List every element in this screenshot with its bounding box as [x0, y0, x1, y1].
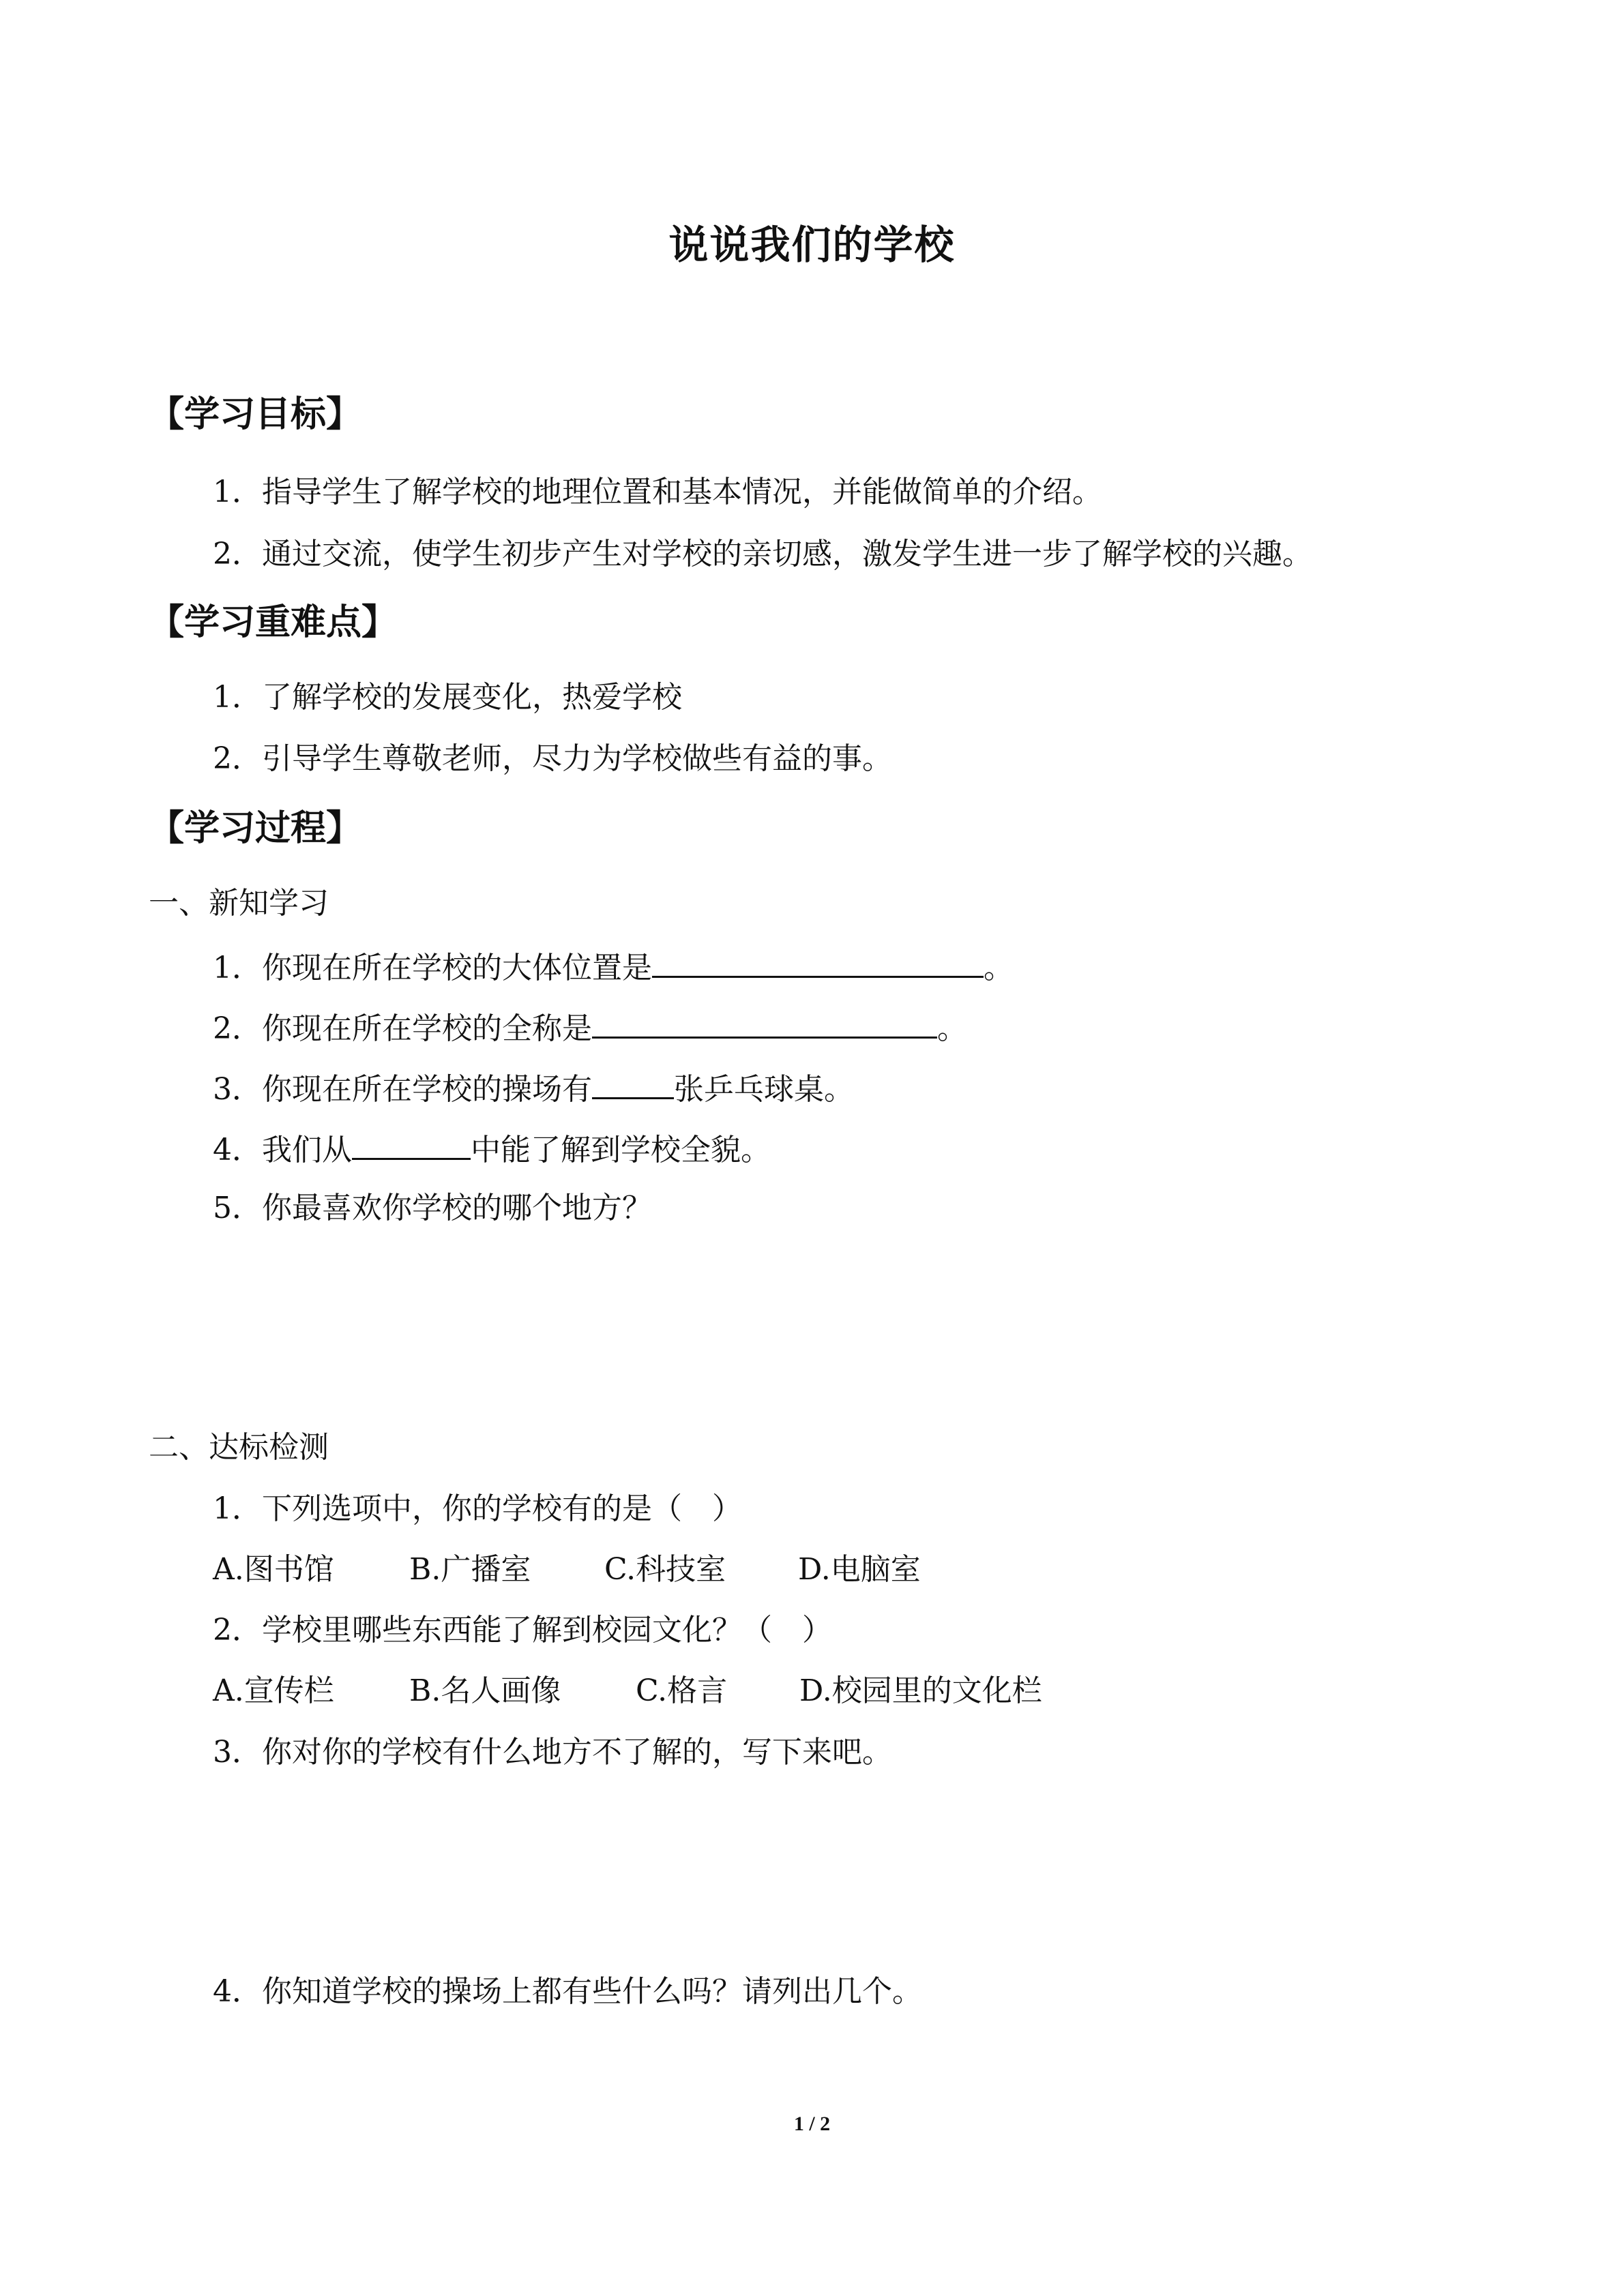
goal-item-1 [213, 472, 1102, 513]
part2-question-1 [213, 1489, 742, 1530]
goal-item-2-text: 通过交流，使学生初步产生对学校的亲切感，激发学生进一步了解学校的兴趣。 [262, 537, 1312, 571]
answer-blank[interactable] [652, 944, 984, 978]
part1-q5-text: 你最喜欢你学校的哪个地方？ [262, 1191, 652, 1225]
option-b[interactable]: B.广播室 [409, 1552, 531, 1587]
part2-question-3 [213, 1732, 892, 1773]
part2-q3-text: 你对你的学校有什么地方不了解的，写下来吧。 [262, 1735, 892, 1770]
part1-q2-after: 。 [937, 1011, 967, 1046]
option-a[interactable]: A.宣传栏 [213, 1673, 334, 1708]
part1-q3-text: 你现在所在学校的操场有 [262, 1072, 592, 1107]
answer-blank[interactable] [592, 1005, 937, 1039]
part2-q2-options [213, 1671, 1042, 1712]
answer-blank[interactable] [352, 1127, 471, 1160]
part1-question-5 [213, 1188, 652, 1229]
key-item-1-text: 了解学校的发展变化，热爱学校 [262, 680, 682, 715]
part2-q3-num: 3． [213, 1735, 262, 1770]
option-d[interactable]: D.电脑室 [798, 1552, 921, 1587]
part1-q1-text: 你现在所在学校的大体位置是 [262, 951, 652, 985]
key-item-1 [213, 677, 682, 718]
part2-question-4 [213, 1971, 922, 2012]
goal-item-1-text: 指导学生了解学校的地理位置和基本情况，并能做简单的介绍。 [262, 475, 1102, 509]
goal-item-1-num: 1． [213, 475, 262, 509]
part1-label: 一、新知学习 [149, 886, 329, 921]
option-d[interactable]: D.校园里的文化栏 [799, 1673, 1042, 1708]
heading-learning-process: 【学习过程】 [149, 807, 362, 849]
part2-q2-text: 学校里哪些东西能了解到校园文化？（ ） [262, 1613, 832, 1648]
part1-q5-num: 5． [213, 1191, 262, 1225]
goal-item-2-num: 2． [213, 537, 262, 571]
part1-question-4 [213, 1127, 771, 1171]
part2-q4-text: 你知道学校的操场上都有些什么吗？请列出几个。 [262, 1974, 922, 2009]
part2-q4-num: 4． [213, 1974, 262, 2009]
part1-q4-num: 4． [213, 1133, 262, 1167]
part1-question-3 [213, 1066, 854, 1110]
heading-key-points: 【学习重难点】 [149, 601, 398, 643]
part2-label: 二、达标检测 [149, 1430, 329, 1465]
heading-learning-goals: 【学习目标】 [149, 393, 362, 435]
part1-q1-num: 1． [213, 951, 262, 985]
part1-q4-text: 我们从 [262, 1133, 352, 1167]
key-item-2-text: 引导学生尊敬老师，尽力为学校做些有益的事。 [262, 741, 892, 776]
part1-q2-num: 2． [213, 1011, 262, 1046]
part1-q3-num: 3． [213, 1072, 262, 1107]
part1-q2-text: 你现在所在学校的全称是 [262, 1011, 592, 1046]
part1-q3-after: 张乒乓球桌。 [674, 1072, 854, 1107]
part2-q1-text: 下列选项中，你的学校有的是（ ） [262, 1491, 742, 1526]
part2-q1-num: 1． [213, 1491, 262, 1526]
part1-question-1 [213, 944, 1014, 989]
page-title: 说说我们的学校 [668, 222, 956, 268]
key-item-2 [213, 739, 892, 779]
part1-q4-after: 中能了解到学校全貌。 [471, 1133, 771, 1167]
part2-q1-options [213, 1549, 921, 1590]
part2-q2-num: 2． [213, 1613, 262, 1648]
part2-question-2 [213, 1610, 832, 1651]
option-a[interactable]: A.图书馆 [213, 1552, 334, 1587]
key-item-2-num: 2． [213, 741, 262, 776]
option-c[interactable]: C.格言 [636, 1673, 728, 1708]
part1-q1-after: 。 [984, 951, 1014, 985]
option-c[interactable]: C.科技室 [604, 1552, 726, 1587]
goal-item-2 [213, 534, 1312, 575]
answer-blank[interactable] [592, 1066, 674, 1099]
part1-question-2 [213, 1005, 967, 1049]
key-item-1-num: 1． [213, 680, 262, 715]
option-b[interactable]: B.名人画像 [409, 1673, 561, 1708]
page-number: 1 / 2 [793, 2113, 831, 2135]
